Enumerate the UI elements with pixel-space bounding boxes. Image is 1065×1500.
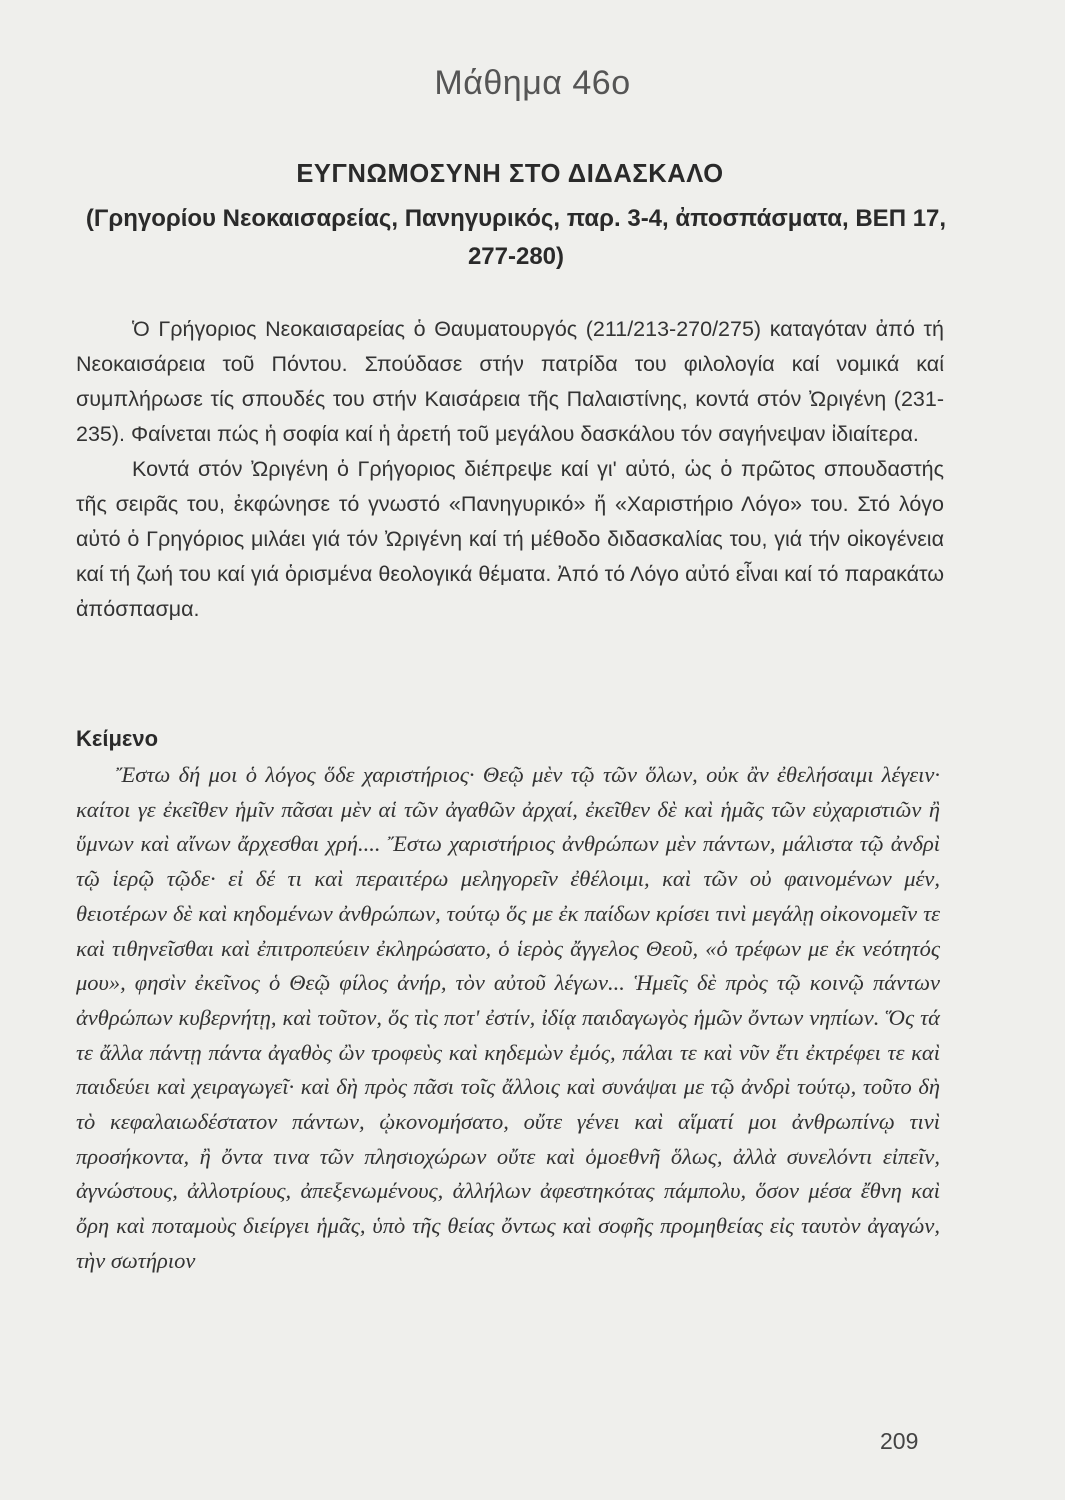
intro-section (76, 312, 944, 627)
source-text: Ἔστω δή μοι ὁ λόγος ὅδε χαριστήριος· Θεῷ μὲν τῷ τῶν ὅλων, οὐκ ἂν ἐθελήσαιμι λέγειν· καίτοι γε ἐκεῖθεν ἡμῖν πᾶσαι μὲν αἱ τῶν ἀγαθῶν ἀρχαί, ἐκεῖθεν δὲ καὶ ἡμᾶς τῶν εὐχαριστιῶν ἢ ὕμνων καὶ αἴνων ἄρχεσθαι χρή.... Ἔστω χαριστήριος ἀνθρώπων μὲν πάντων, μάλιστα τῷ ἀνδρὶ τῷ ἱερῷ τῷδε· εἰ δέ τι καὶ περαιτέρω μεληγορεῖν ἐθέλοιμι, καὶ τῶν οὐ φαινομένων μέν, θειοτέρων δὲ καὶ κηδομένων ἀνθρώπων, τούτῳ ὅς με ἐκ παίδων κρίσει τινὶ μεγάλῃ οἰκονομεῖν τε καὶ τιθηνεῖσθαι καὶ ἐπιτροπεύειν ἐκληρώσατο, ὁ ἱερὸς ἄγγελος Θεοῦ, «ὁ τρέφων με ἐκ νεότητός μου», φησὶν ἐκεῖνος ὁ Θεῷ φίλος ἀνήρ, τὸν αὐτοῦ λέγων... Ἡμεῖς δὲ πρὸς τῷ κοινῷ πάντων ἀνθρώπων κυβερνήτῃ, καὶ τοῦτον, ὅς τὶς ποτ' ἐστίν, ἰδίᾳ παιδαγωγὸς ἡμῶν ὄντων νηπίων. Ὅς τά τε ἄλλα πάντῃ πάντα ἀγαθὸς ὢν τροφεὺς καὶ κηδεμὼν ἐμός, πάλαι τε καὶ νῦν ἔτι ἐκτρέφει τε καὶ παιδεύει καὶ χειραγωγεῖ· καὶ δὴ πρὸς πᾶσι τοῖς ἄλλοις καὶ συνάψαι με τῷ ἀνδρὶ τούτῳ, τοῦτο δὴ τὸ κεφαλαιωδέστατον πάντων, ᾠκονομήσατο, οὔτε γένει καὶ αἵματί μοι ἀνθρωπίνῳ τινὶ προσήκοντα, ἢ ὄντα τινα τῶν πλησιοχώρων οὔτε καὶ ὁμοεθνῆ ὅλως, ἀλλὰ συνελόντι εἰπεῖν, ἀγνώστους, ἀλλοτρίους, ἀπεξενωμένους, ἀλλήλων ἀφεστηκότας πάμπολυ, ὅσον μέσα ἔθνη καὶ ὄρη καὶ ποταμοὺς διείργει ἡμᾶς, ὑπὸ τῆς θείας ὄντως καὶ σοφῆς προμηθείας εἰς ταυτὸν ἀγαγών, τὴν σωτήριον (76, 762, 940, 1273)
lesson-heading: Μάθημα 46ο (434, 64, 631, 102)
chapter-title: ΕΥΓΝΩΜΟΣΥΝΗ ΣΤΟ ΔΙΔΑΣΚΑΛΟ (296, 160, 724, 188)
section-heading: Κείμενο (76, 726, 159, 751)
intro-paragraph: Κοντά στόν Ὠριγένη ὁ Γρήγοριος διέπρεψε καί γι' αὐτό, ὡς ὁ πρῶτος σπουδαστής τῆς σειρᾶς του, ἐκφώνησε τό γνωστό «Πανηγυρικό» ἤ «Χαριστήριο Λόγο» του. Στό λόγο αὐτό ὁ Γρηγόριος μιλάει γιά τόν Ὠριγένη καί τή μέθοδο διδασκαλίας του, γιά τήν οἰκογένεια καί τή ζωή του καί γιά ὁρισμένα θεολογικά θέματα. Ἀπό τό Λόγο αὐτό εἶναι καί τό παρακάτω ἀπόσπασμα. (76, 457, 944, 621)
intro-paragraph: Ὁ Γρήγοριος Νεοκαισαρείας ὁ Θαυματουργός (211/213-270/275) καταγόταν ἀπό τή Νεοκαισάρεια τοῦ Πόντου. Σπούδασε στήν πατρίδα του φιλολογία καί νομικά καί συμπλήρωσε τίς σπουδές του στήν Καισάρεια τῆς Παλαιστίνης, κοντά στόν Ὠριγένη (231-235). Φαίνεται πώς ἡ σοφία καί ἡ ἀρετή τοῦ μεγάλου δασκάλου τόν σαγήνεψαν ἰδιαίτερα. (76, 317, 944, 446)
chapter-subtitle: (Γρηγορίου Νεοκαισαρείας, Πανηγυρικός, παρ. 3-4, ἀποσπάσματα, ΒΕΠ 17, 277-280) (85, 205, 947, 270)
page-number: 209 (880, 1428, 919, 1454)
